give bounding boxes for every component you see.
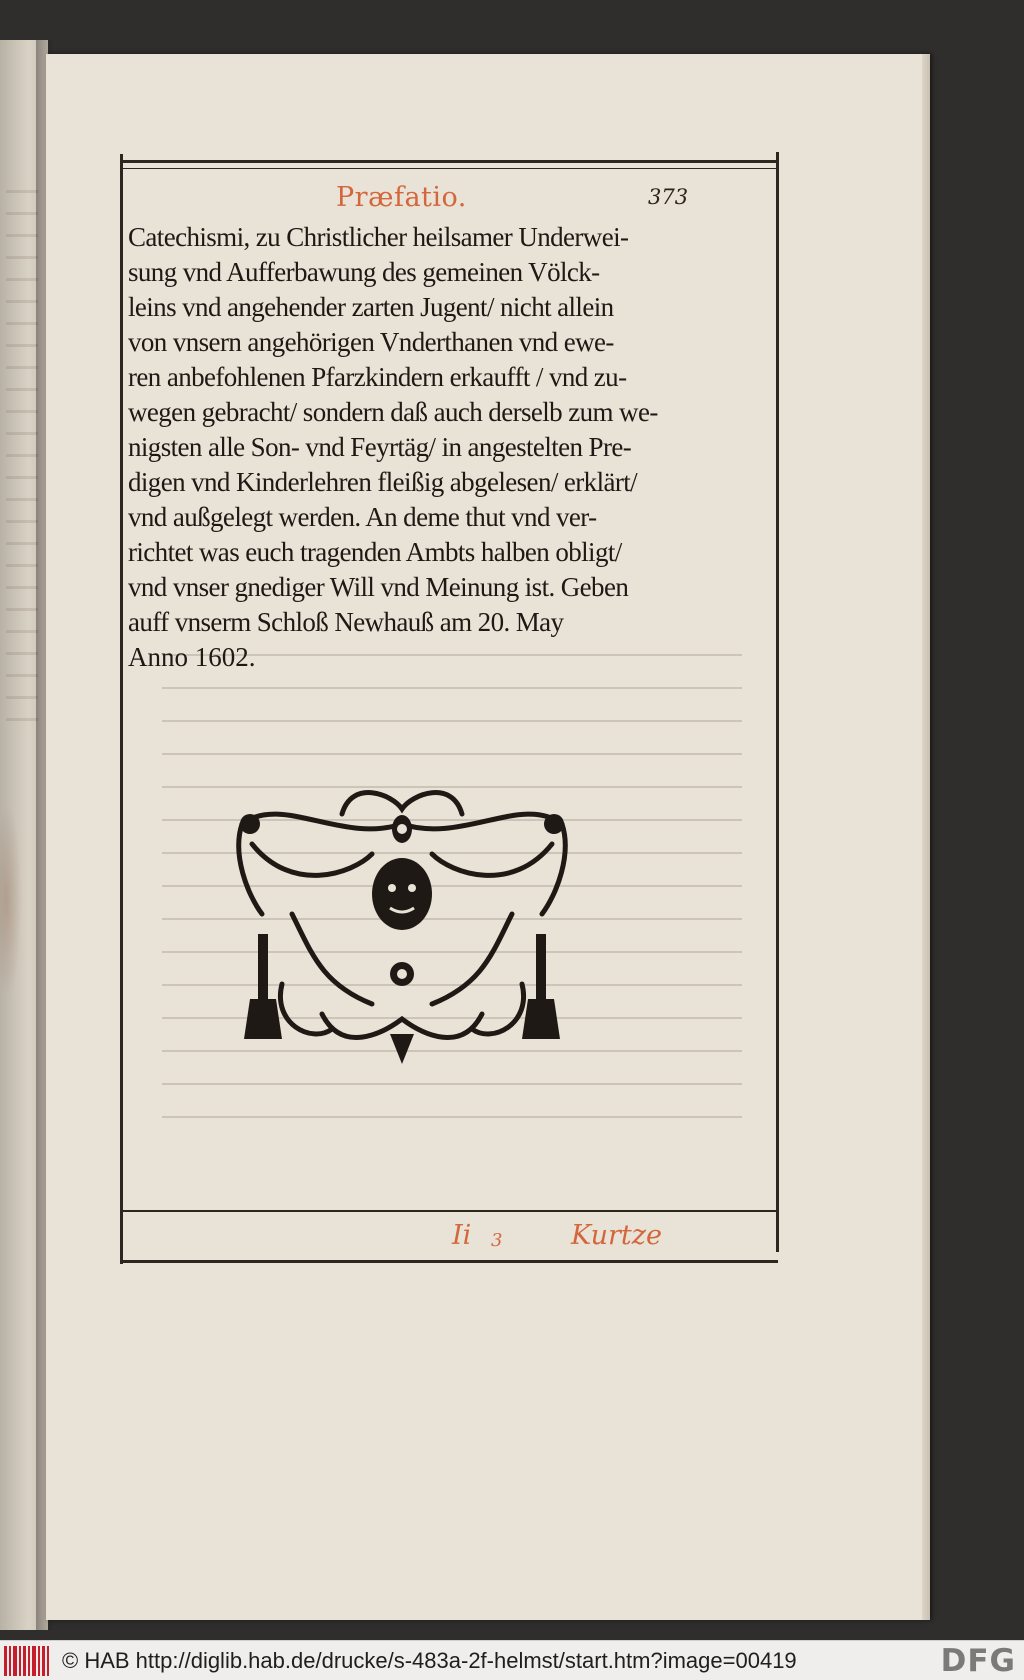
page-edge xyxy=(922,54,930,1620)
frame-rule-right xyxy=(776,152,779,1252)
frame-rule-bottom xyxy=(122,1260,778,1263)
frame-rule-top-thin xyxy=(122,168,778,169)
text-line: auff vnserm Schloß Newhauß am 20. May xyxy=(128,607,564,637)
text-line: vnd außgelegt werden. An deme thut vnd ver- xyxy=(128,502,597,532)
body-text xyxy=(128,220,768,675)
page-number: 373 xyxy=(648,185,689,209)
hab-barcode-logo-icon xyxy=(4,1646,50,1676)
text-line: Catechismi, zu Christlicher heilsamer Underwei- xyxy=(128,222,629,252)
signature-mark: Ii xyxy=(452,1220,472,1251)
text-line: nigsten alle Son- vnd Feyrtäg/ in angestelten Pre- xyxy=(128,432,632,462)
woodcut-mask-ornament-icon xyxy=(222,784,582,1084)
source-credit: © HAB http://diglib.hab.de/drucke/s-483a-2f-helmst/start.htm?image=00419 xyxy=(62,1647,797,1673)
catchword: Kurtze xyxy=(571,1220,662,1251)
text-line: Anno 1602. xyxy=(128,642,256,672)
frame-rule-lower xyxy=(122,1210,778,1212)
book-page xyxy=(46,54,930,1620)
dfg-logo: DFG xyxy=(940,1643,1016,1679)
signature-number: 3 xyxy=(491,1230,503,1251)
text-line: ren anbefohlenen Pfarzkindern erkaufft / vnd zu- xyxy=(128,362,627,392)
text-line: vnd vnser gnediger Will vnd Meinung ist. Geben xyxy=(128,572,629,602)
text-line: wegen gebracht/ sondern daß auch derselb zum we- xyxy=(128,397,658,427)
frame-rule-left xyxy=(120,154,123,1264)
running-head: Præfatio. xyxy=(336,182,467,213)
text-line: richtet was euch tragenden Ambts halben obligt/ xyxy=(128,537,622,567)
frame-rule-top xyxy=(122,160,778,163)
text-line: digen vnd Kinderlehren fleißig abgelesen/ erklärt/ xyxy=(128,467,638,497)
text-line: sung vnd Aufferbawung des gemeinen Völck- xyxy=(128,257,600,287)
facing-page-text-ghost xyxy=(6,190,38,730)
facing-page-figure-ghost xyxy=(0,800,22,1000)
attribution-footer xyxy=(0,1640,1024,1680)
text-line: von vnsern angehörigen Vnderthanen vnd ewe- xyxy=(128,327,614,357)
text-line: leins vnd angehender zarten Jugent/ nicht allein xyxy=(128,292,614,322)
